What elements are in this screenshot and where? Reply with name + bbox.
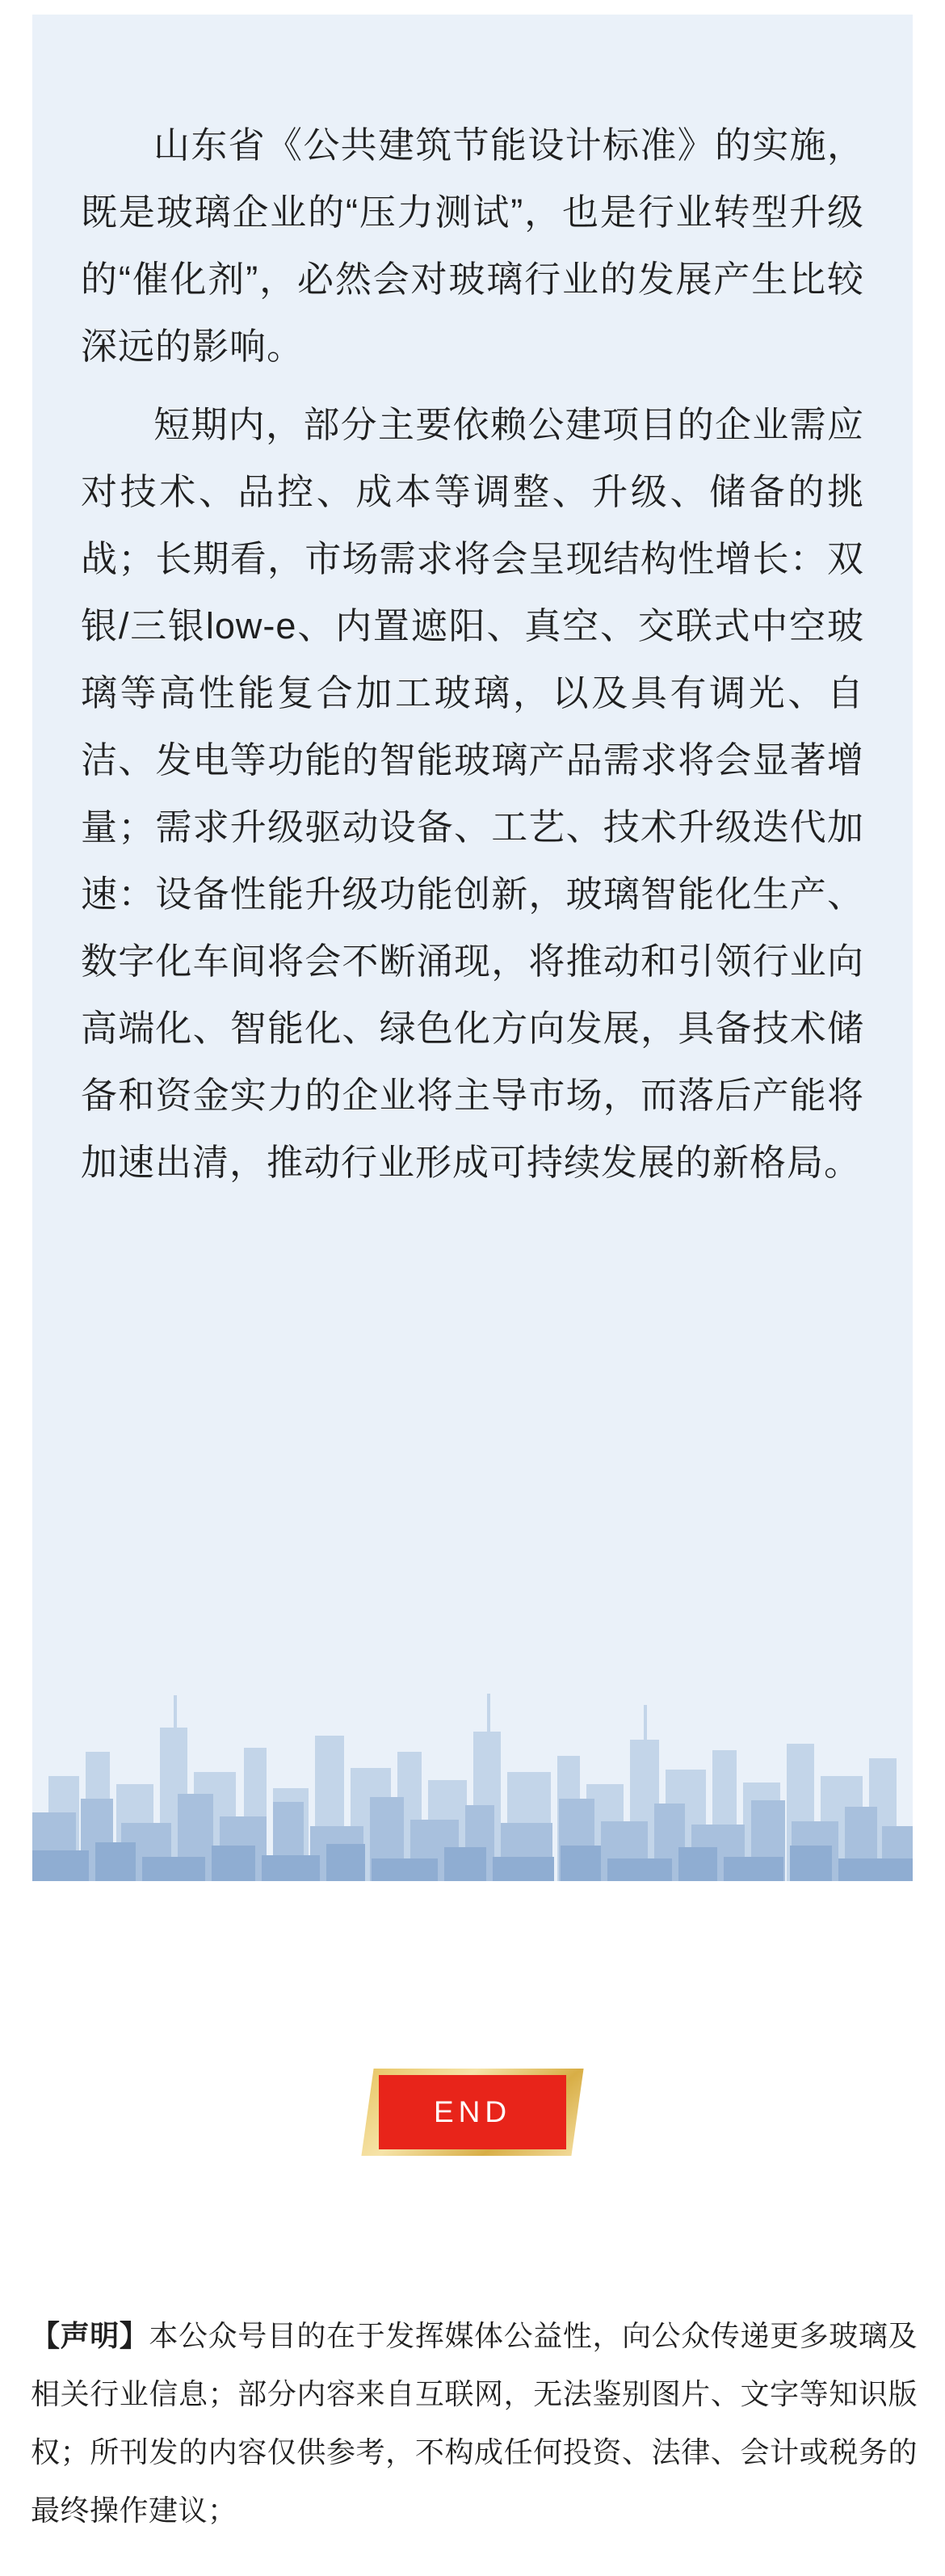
paragraph: 山东省《公共建筑节能设计标准》的实施，既是玻璃企业的“压力测试”，也是行业转型升级的“催化剂”，必然会对玻璃行业的发展产生比较深远的影响。 (81, 124, 864, 367)
article-body (81, 112, 864, 1207)
disclaimer (31, 2307, 918, 2540)
paragraph: 短期内，部分主要依赖公建项目的企业需应对技术、品控、成本等调整、升级、储备的挑战；长期看，市场需求将会呈现结构性增长：双银/三银low-e、内置遮阳、真空、交联式中空玻璃等高性能复合加工玻璃，以及具有调光、自洁、发电等功能的智能玻璃产品需求将会显著增量；需求升级驱动设备、工艺、技术升级迭代加速：设备性能升级功能创新，玻璃智能化生产、数字化车间将会不断涌现，将推动和引领行业向高端化、智能化、绿色化方向发展，具备技术储备和资金实力的企业将主导市场，而落后产能将加速出清，推动行业形成可持续发展的新格局。 (81, 404, 864, 1183)
disclaimer-text: 本公众号目的在于发挥媒体公益性，向公众传递更多玻璃及相关行业信息；部分内容来自互联网，无法鉴别图片、文字等知识版权；所刊发的内容仅供参考，不构成任何投资、法律、会计或税务的最终操作建议； (31, 2319, 918, 2527)
end-stamp-block (0, 2069, 945, 2214)
end-label: END (433, 2095, 512, 2128)
city-skyline-icon (32, 1614, 913, 1881)
end-stamp (368, 2069, 578, 2156)
end-stamp-badge (379, 2075, 566, 2149)
article-card (32, 15, 913, 1881)
disclaimer-heading: 【声明】 (31, 2319, 149, 2352)
